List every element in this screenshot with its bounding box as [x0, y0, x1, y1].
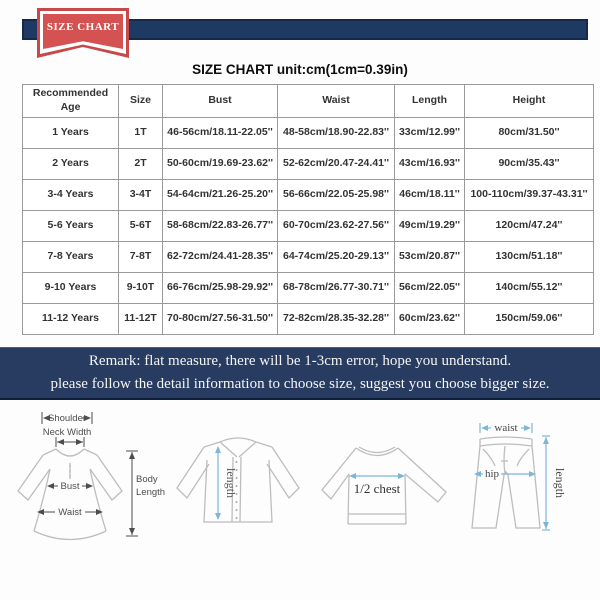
dress-neck-width-label: Neck Width	[42, 427, 92, 438]
shirt-diagram	[174, 434, 304, 530]
table-cell: 49cm/19.29''	[395, 211, 465, 242]
table-cell: 48-58cm/18.90-22.83''	[278, 118, 395, 149]
remark-line-2: please follow the detail information to choose size, suggest you choose bigger size.	[50, 375, 550, 392]
table-cell: 64-74cm/25.20-29.13''	[278, 242, 395, 273]
sweater-diagram	[320, 436, 466, 528]
table-cell: 5-6T	[119, 211, 163, 242]
table-cell: 68-78cm/26.77-30.71''	[278, 273, 395, 304]
column-header-height: Height	[465, 85, 594, 118]
dress-body-length-label-2: Length	[136, 487, 166, 498]
table-cell: 52-62cm/20.47-24.41''	[278, 149, 395, 180]
table-cell: 90cm/35.43''	[465, 149, 594, 180]
table-cell: 66-76cm/25.98-29.92''	[163, 273, 278, 304]
table-row	[23, 180, 594, 211]
size-chart-badge	[37, 8, 129, 58]
pants-hip-label: hip	[484, 468, 500, 480]
table-cell: 150cm/59.06''	[465, 304, 594, 335]
table-cell: 54-64cm/21.26-25.20''	[163, 180, 278, 211]
table-cell: 1T	[119, 118, 163, 149]
table-cell: 1 Years	[23, 118, 119, 149]
table-cell: 56cm/22.05''	[395, 273, 465, 304]
table-row	[23, 242, 594, 273]
table-cell: 58-68cm/22.83-26.77''	[163, 211, 278, 242]
table-cell: 60-70cm/23.62-27.56''	[278, 211, 395, 242]
table-cell: 70-80cm/27.56-31.50''	[163, 304, 278, 335]
shirt-length-label: length	[224, 468, 238, 498]
table-cell: 60cm/23.62''	[395, 304, 465, 335]
header-row	[23, 85, 594, 118]
column-header-bust: Bust	[163, 85, 278, 118]
pants-waist-label: waist	[494, 422, 518, 434]
table-row	[23, 211, 594, 242]
table-cell: 2T	[119, 149, 163, 180]
table-row	[23, 273, 594, 304]
size-table	[22, 84, 594, 335]
column-header-waist: Waist	[278, 85, 395, 118]
badge-label: SIZE CHART	[46, 21, 120, 33]
dress-shoulder-label: Shoulder	[47, 413, 87, 424]
remark-banner	[0, 347, 600, 400]
pants-diagram	[468, 416, 598, 538]
table-row	[23, 118, 594, 149]
column-header-size: Size	[119, 85, 163, 118]
table-cell: 62-72cm/24.41-28.35''	[163, 242, 278, 273]
column-header-age: Recommended Age	[23, 85, 119, 118]
dress-body-length-label-1: Body	[136, 474, 158, 485]
table-row	[23, 149, 594, 180]
table-cell: 72-82cm/28.35-32.28''	[278, 304, 395, 335]
table-cell: 9-10 Years	[23, 273, 119, 304]
table-cell: 140cm/55.12''	[465, 273, 594, 304]
column-header-length: Length	[395, 85, 465, 118]
table-cell: 100-110cm/39.37-43.31''	[465, 180, 594, 211]
table-cell: 120cm/47.24''	[465, 211, 594, 242]
dress-bust-label: Bust	[60, 481, 80, 492]
pants-length-label: length	[553, 468, 567, 498]
table-cell: 9-10T	[119, 273, 163, 304]
table-cell: 7-8T	[119, 242, 163, 273]
sweater-half-chest-label: 1/2 chest	[353, 481, 401, 496]
table-cell: 80cm/31.50''	[465, 118, 594, 149]
table-row	[23, 304, 594, 335]
dress-diagram	[10, 402, 168, 567]
table-cell: 50-60cm/19.69-23.62''	[163, 149, 278, 180]
table-cell: 7-8 Years	[23, 242, 119, 273]
table-cell: 11-12T	[119, 304, 163, 335]
table-cell: 3-4 Years	[23, 180, 119, 211]
table-cell: 5-6 Years	[23, 211, 119, 242]
dress-waist-label: Waist	[58, 507, 82, 518]
table-cell: 56-66cm/22.05-25.98''	[278, 180, 395, 211]
table-cell: 130cm/51.18''	[465, 242, 594, 273]
table-cell: 43cm/16.93''	[395, 149, 465, 180]
table-cell: 33cm/12.99''	[395, 118, 465, 149]
table-cell: 46cm/18.11''	[395, 180, 465, 211]
chart-title: SIZE CHART unit:cm(1cm=0.39in)	[192, 62, 408, 77]
table-cell: 2 Years	[23, 149, 119, 180]
table-cell: 53cm/20.87''	[395, 242, 465, 273]
table-cell: 46-56cm/18.11-22.05''	[163, 118, 278, 149]
table-cell: 11-12 Years	[23, 304, 119, 335]
table-cell: 3-4T	[119, 180, 163, 211]
remark-line-1: Remark: flat measure, there will be 1-3cm error, hope you understand.	[88, 353, 512, 370]
